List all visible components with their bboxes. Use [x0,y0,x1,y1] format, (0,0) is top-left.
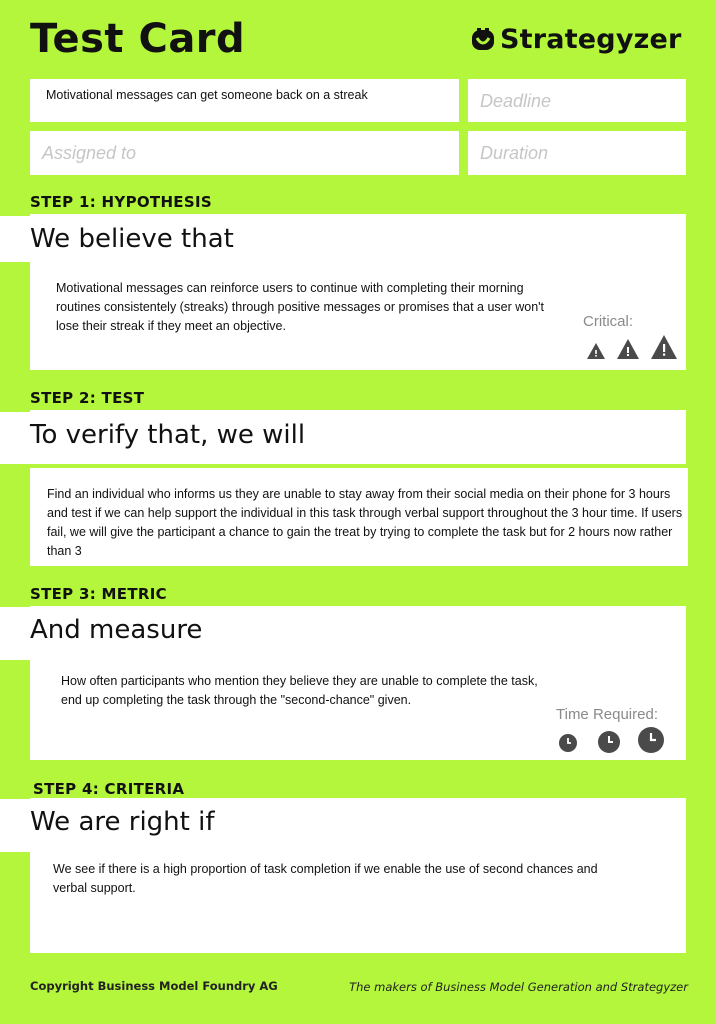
step-3-body: How often participants who mention they believe they are unable to complete the task, end up completing the task through the "second-chance" given. [61,674,538,707]
step-3-body-box[interactable] [30,660,686,760]
assigned-to-placeholder: Assigned to [42,143,137,163]
step-2-label: STEP 2: TEST [30,389,145,407]
step-1-heading-box [0,216,268,262]
strategyzer-logo [470,24,682,55]
step-4-body: We see if there is a high proportion of task completion if we enable the use of second chances and verbal support. [53,862,598,895]
step-3-heading-box [0,607,232,660]
critical-medium-icon[interactable] [616,337,640,361]
strategyzer-logo-icon [470,27,496,53]
assigned-to-field[interactable] [30,131,459,175]
step-1-body: Motivational messages can reinforce users to continue with completing their morning routines consistentely (streaks) through positive messages or promises that a user won't lose their streak if they meet an objective. [56,281,545,333]
brand-name: Strategyzer [500,24,682,55]
page-title: Test Card [30,16,246,62]
step-1-body-box[interactable] [30,262,686,370]
time-medium-icon[interactable] [597,730,621,754]
duration-placeholder: Duration [480,143,549,163]
step-4-heading: We are right if [30,807,215,837]
step-3-heading: And measure [30,615,203,645]
step-2-body-box[interactable] [30,468,688,566]
footer-copyright: Copyright Business Model Foundry AG [30,979,278,993]
time-long-icon[interactable] [637,726,665,754]
time-required-label: Time Required: [556,706,658,723]
duration-field[interactable] [468,131,686,175]
deadline-placeholder: Deadline [480,91,552,111]
critical-low-icon[interactable] [586,341,606,361]
step-1-label: STEP 1: HYPOTHESIS [30,193,212,211]
test-name-value: Motivational messages can get someone back on a streak [46,88,368,102]
step-1-heading: We believe that [30,224,234,254]
test-name-field[interactable] [30,79,459,122]
step-4-label: STEP 4: CRITERIA [33,780,185,798]
footer-tagline: The makers of Business Model Generation and Strategyzer [349,980,688,994]
step-3-label: STEP 3: METRIC [30,585,167,603]
critical-label: Critical: [583,313,634,330]
step-4-heading-box [0,799,238,852]
step-4-body-box[interactable] [30,852,686,953]
step-2-body: Find an individual who informs us they are unable to stay away from their social media on their phone for 3 hours and test if we can help support the individual in this task through verbal support throughout the 3 hour time. If users fail, we will give the participant a chance to gain the treat by trying to complete the task but for 2 hours now rather than 3 [47,487,683,558]
deadline-field[interactable] [468,79,686,122]
step-2-heading: To verify that, we will [30,420,306,450]
step-2-heading-box [0,412,349,464]
critical-high-icon[interactable] [650,333,678,361]
time-short-icon[interactable] [558,733,578,753]
